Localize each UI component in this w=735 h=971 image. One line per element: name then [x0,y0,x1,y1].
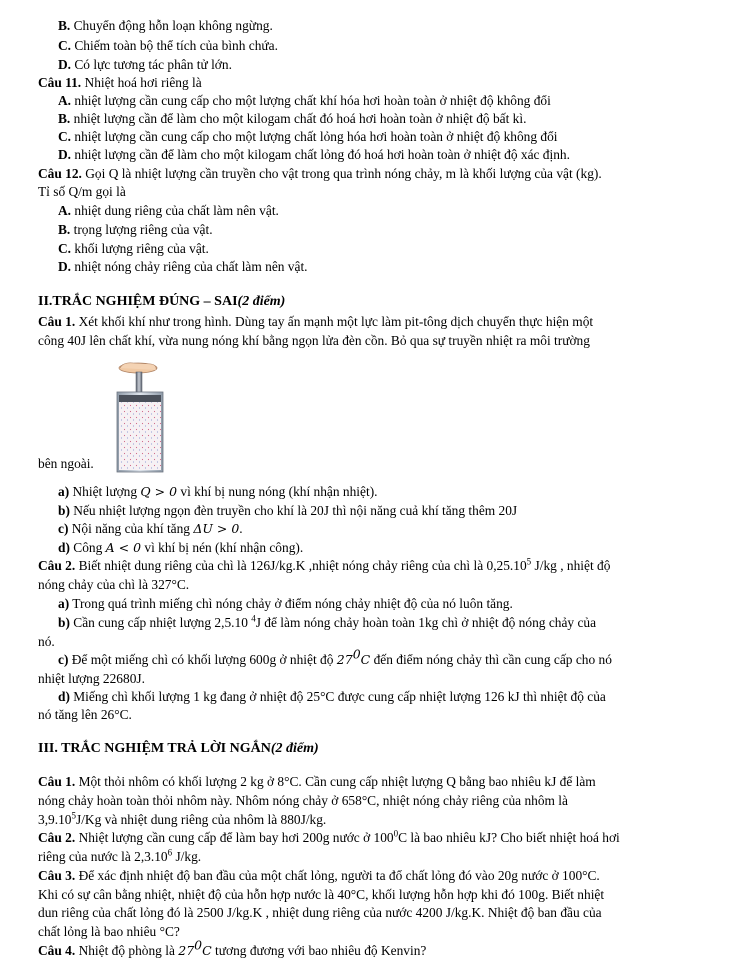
p3-q3-line1: Câu 3. Để xác định nhiệt độ ban đầu của một chất lỏng, người ta đổ chất lỏng đó vào 20g nước ở 100°C. [38,868,600,883]
p3-q3-line4: chất lỏng là bao nhiêu °C? [38,924,180,939]
q12-stem-cont: Tỉ số Q/m gọi là [38,184,126,199]
p2-q2-a: a) Trong quá trình miếng chì nóng chảy ở điểm nóng chảy nhiệt độ của nó luôn tăng. [58,596,513,611]
q12-option-b: B. trọng lượng riêng của vật. [58,222,213,237]
p2-q2-line2: nóng chảy của chì là 327°C. [38,577,190,592]
p2-q1-line1: Câu 1. Xét khối khí như trong hình. Dùng tay ấn mạnh một lực làm pit-tông dịch chuyển thực hiện một [38,314,594,329]
q12-option-c: C. khối lượng riêng của vật. [58,241,209,256]
q11-option-d: D. nhiệt lượng cần để làm cho một kilogam chất lỏng đó hoá hơi hoàn toàn ở nhiệt độ xác định. [58,147,570,162]
q11-option-c: C. nhiệt lượng cần cung cấp cho một lượng chất lỏng hóa hơi hoàn toàn ở nhiệt độ không đổi [58,129,558,144]
section-3-heading: III. TRẮC NGHIỆM TRẢ LỜI NGẮN(2 điểm) [38,741,319,756]
section-2-heading: II.TRẮC NGHIỆM ĐÚNG – SAI(2 điểm) [38,294,286,309]
p2-q2-c: c) Để một miếng chì có khối lượng 600g ở nhiệt độ $27^0C$ đến điểm nóng chảy thì cần cung cấp cho nó [58,646,612,667]
p3-q3-line2: Khi có sự cân bằng nhiệt, nhiệt độ của hỗn hợp nước là 40°C, khối lượng hỗn hợp khi đó 100g. Biết nhiệt [38,887,605,902]
p2-q1-line2: công 40J lên chất khí, vừa nung nóng khí bằng ngọn lửa đèn cồn. Bỏ qua sự truyền nhiệt ra môi trường [38,333,590,348]
q10-option-c: C. Chiếm toàn bộ thể tích của bình chứa. [58,38,278,53]
p3-q1-line1: Câu 1. Một thỏi nhôm có khối lượng 2 kg ở 8°C. Cần cung cấp nhiệt lượng Q bằng bao nhiêu kJ để làm [38,774,596,789]
p2-q2-d-cont: nó tăng lên 26°C. [38,707,132,722]
p2-q2-c-cont: nhiệt lượng 22680J. [38,671,145,686]
piston-head [119,395,161,402]
q11-option-b: B. nhiệt lượng cần để làm cho một kilogam chất đó hoá hơi hoàn toàn ở nhiệt độ bất kì. [58,111,527,126]
q12-stem: Câu 12. Gọi Q là nhiệt lượng cần truyền cho vật trong qua trình nóng chảy, m là khối lượng của vật (kg). [38,166,602,181]
q12-option-d: D. nhiệt nóng chảy riêng của chất làm nên vật. [58,259,308,274]
p3-q1-line3: 3,9.10$^5$J/Kg và nhiệt dung riêng của nhôm là 880J/kg. [38,810,327,827]
p2-q1-d: d) Công A < 0 vì khí bị nén (khí nhận công). [58,540,304,555]
piston-cylinder-figure [111,362,169,474]
p2-q2-b: b) Cần cung cấp nhiệt lượng 2,5.10 $^4$J để làm nóng chảy hoàn toàn 1kg chì ở nhiệt độ nóng chảy của [58,613,597,630]
p3-q3-line3: dun riêng của chất lỏng đó là 2500 J/kg.K , nhiệt dung riêng của nước 4200 J/kg.K. Nhiệt độ ban đầu của [38,905,602,920]
q11-option-a: A. nhiệt lượng cần cung cấp cho một lượng chất khí hóa hơi hoàn toàn ở nhiệt độ không đổi [58,93,551,108]
p3-q2-line2: riêng của nước là 2,3.10$^6$ J/kg. [38,847,202,864]
q11-stem: Câu 11. Nhiệt hoá hơi riêng là [38,75,202,90]
p2-q1-b: b) Nếu nhiệt lượng ngọn đèn truyền cho khí là 20J thì nội năng cuả khí tăng thêm 20J [58,503,518,518]
q12-option-a: A. nhiệt dung riêng của chất làm nên vật. [58,203,279,218]
hand-icon [119,363,157,373]
p3-q4: Câu 4. Nhiệt độ phòng là $27^0C$ tương đương với bao nhiêu độ Kenvin? [38,937,427,958]
p2-q1-line3: bên ngoài. [38,456,94,471]
p2-q1-a: a) Nhiệt lượng Q > 0 vì khí bị nung nóng (khí nhận nhiệt). [58,484,378,499]
p2-q2-b-cont: nó. [38,634,55,649]
p3-q1-line2: nóng chảy hoàn toàn thỏi nhôm này. Nhôm nóng chảy ở 658°C, nhiệt nóng chảy riêng của nhôm là [38,793,568,808]
p2-q1-c: c) Nội năng của khí tăng ΔU > 0. [58,521,243,536]
q10-option-b: B. Chuyển động hỗn loạn không ngừng. [58,18,273,33]
p3-q2-line1: Câu 2. Nhiệt lượng cần cung cấp để làm bay hơi 200g nước ở $100^0C$ là bao nhiêu kJ? Cho biết nhiệt hoá hơi [38,828,620,845]
p2-q2-d: d) Miếng chì khối lượng 1 kg đang ở nhiệt độ 25°C được cung cấp nhiệt lượng 126 kJ thì nhiệt độ của [58,689,606,704]
p2-q2-line1: Câu 2. Biết nhiệt dung riêng của chì là 126J/kg.K ,nhiệt nóng chảy riêng của chì là 0,25.10$^5$ J/kg , nhiệt độ [38,556,611,573]
q10-option-d: D. Có lực tương tác phân tử lớn. [58,57,232,72]
